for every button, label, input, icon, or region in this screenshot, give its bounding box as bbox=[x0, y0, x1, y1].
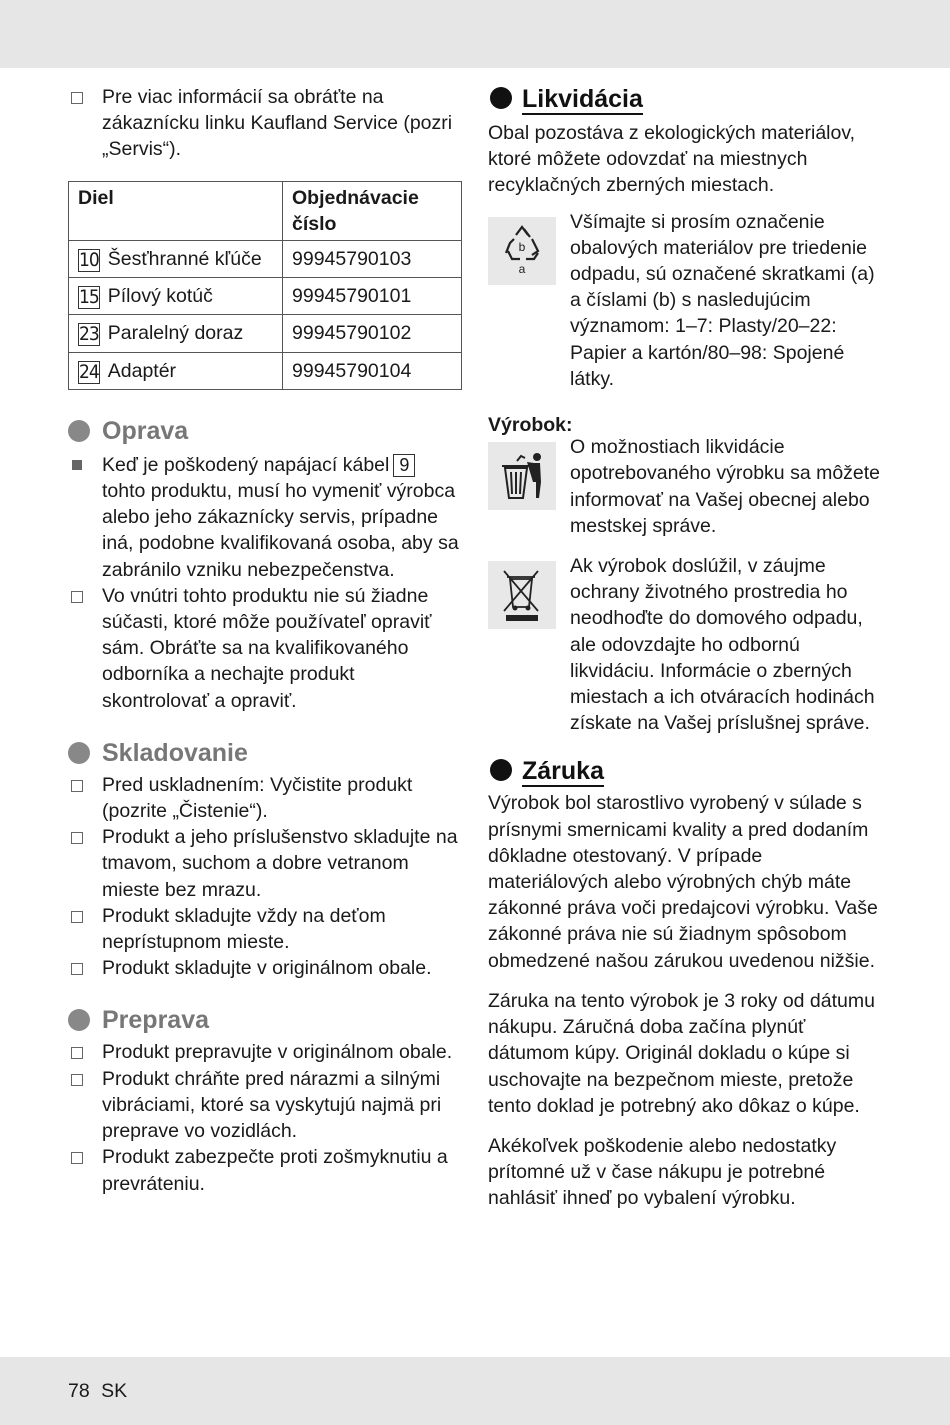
table-header-row bbox=[69, 181, 462, 240]
table-header-part: Diel bbox=[69, 181, 283, 240]
right-column bbox=[488, 84, 883, 1212]
header-band bbox=[0, 0, 950, 68]
order-number: 99945790103 bbox=[283, 241, 462, 278]
part-number-badge: 15 bbox=[79, 286, 99, 309]
list-item: Keď je poškodený napájací kábel 9 tohto produktu, musí ho vymeniť výrobca alebo jeho zákaznícky servis, prípadne iná, podobne kvalifikovaná osoba, aby sa zabránilo vzniku nebezpečenstva. bbox=[68, 452, 462, 583]
checkbox-bullet-icon bbox=[70, 1144, 84, 1173]
section-title-preprava: Preprava bbox=[68, 1005, 462, 1035]
section-title-zaruka: Záruka bbox=[488, 756, 883, 786]
list-item: Produkt skladujte v originálnom obale. bbox=[68, 955, 462, 981]
table-row bbox=[69, 315, 462, 352]
part-reference-badge: 9 bbox=[393, 454, 415, 477]
left-column bbox=[68, 84, 462, 1197]
recycling-info bbox=[488, 210, 883, 392]
section-title-skladovanie: Skladovanie bbox=[68, 738, 462, 768]
order-number: 99945790104 bbox=[283, 352, 462, 389]
checkbox-bullet-icon bbox=[70, 1066, 84, 1095]
part-name: Paralelný doraz bbox=[107, 322, 244, 345]
part-name: Adaptér bbox=[107, 359, 177, 382]
part-number-badge: 10 bbox=[79, 249, 99, 272]
recycling-icon bbox=[488, 217, 556, 285]
product-disposal-text: O možnostiach likvidácie opotrebovaného výrobku sa môžete informovať na Vašej obecnej alebo mestskej správe. bbox=[570, 436, 881, 537]
likvidacia-intro: Obal pozostáva z ekologických materiálov, ktoré môžete odovzdať na miestnych recyklačných zberných miestach. bbox=[488, 122, 856, 197]
vyrobok-label: Výrobok: bbox=[488, 414, 573, 437]
list-item: Produkt zabezpečte proti zošmyknutiu a prevráteniu. bbox=[68, 1144, 462, 1196]
list-item: Vo vnútri tohto produktu nie sú žiadne súčasti, ktoré môže používateľ opraviť sám. Obráťte sa na kvalifikovaného odborníka a nechajte produkt skontrolovať a opraviť. bbox=[68, 583, 462, 714]
checkbox-bullet-icon bbox=[70, 84, 84, 113]
list-item: Pred uskladnením: Vyčistite produkt (pozrite „Čistenie“). bbox=[68, 772, 462, 824]
table-header-order-number: Objednávacie číslo bbox=[283, 181, 462, 240]
footer-band bbox=[0, 1357, 950, 1425]
recycling-text: Všímajte si prosím označenie obalových materiálov pre triedenie odpadu, sú označené skratkami (a) a číslami (b) s nasledujúcim významom: 1–7: Plasty/20–22: Papier a kartón/80–98: Spojené látky. bbox=[570, 210, 875, 390]
order-number: 99945790101 bbox=[283, 278, 462, 315]
spare-parts-table bbox=[68, 181, 462, 390]
part-number-badge: 23 bbox=[79, 323, 99, 346]
part-name: Pílový kotúč bbox=[107, 285, 213, 308]
svg-text:a: a bbox=[518, 261, 526, 276]
section-dot-icon bbox=[68, 420, 90, 442]
checkbox-bullet-icon bbox=[70, 772, 84, 801]
product-disposal-info bbox=[488, 438, 883, 539]
page-footer bbox=[68, 1378, 127, 1404]
section-title-oprava: Oprava bbox=[68, 416, 462, 446]
weee-info bbox=[488, 557, 883, 736]
intro-bullet bbox=[68, 84, 462, 163]
table-row bbox=[69, 278, 462, 315]
list-item: Produkt skladujte vždy na deťom neprístupnom mieste. bbox=[68, 903, 462, 955]
order-number: 99945790102 bbox=[283, 315, 462, 352]
checkbox-bullet-icon bbox=[70, 955, 84, 984]
trash-bin-person-icon bbox=[488, 442, 556, 510]
page-number: 78 bbox=[68, 1380, 90, 1402]
list-item: Produkt prepravujte v originálnom obale. bbox=[68, 1039, 462, 1065]
crossed-out-bin-icon bbox=[488, 561, 556, 629]
section-dot-icon bbox=[490, 87, 512, 109]
checkbox-bullet-icon bbox=[70, 903, 84, 932]
checkbox-bullet-icon bbox=[70, 583, 84, 612]
warranty-paragraph-1: Výrobok bol starostlivo vyrobený v súlade s prísnymi smernicami kvality a pred dodaním dôkladne otestovaný. V prípade materiálových alebo výrobných chýb máte zákonné práva voči predajcovi výrobku. Vaše zákonné práva nie sú žiadnym spôsobom obmedzené našou zárukou uvedenou nižšie. bbox=[488, 792, 878, 972]
part-number-badge: 24 bbox=[79, 360, 99, 383]
weee-text: Ak výrobok doslúžil, v záujme ochrany životného prostredia ho neodhoďte do domového odpadu, ale odovzdajte ho odbornú likvidáciu. Informácie o zberných miestach a ich otváracích hodinách získate na Vašej príslušnej správe. bbox=[570, 555, 875, 735]
list-item: Produkt chráňte pred nárazmi a silnými vibráciami, ktoré sa vyskytujú najmä pri preprave vo vozidlách. bbox=[68, 1066, 462, 1145]
checkbox-bullet-icon bbox=[70, 824, 84, 853]
section-dot-icon bbox=[68, 1009, 90, 1031]
section-dot-icon bbox=[68, 742, 90, 764]
list-item: Produkt a jeho príslušenstvo skladujte na tmavom, suchom a dobre vetranom mieste bez mrazu. bbox=[68, 824, 462, 903]
svg-text:b: b bbox=[518, 239, 526, 254]
warranty-paragraph-3: Akékoľvek poškodenie alebo nedostatky prítomné už v čase nákupu je potrebné nahlásiť ihneď po vybalení výrobku. bbox=[488, 1134, 837, 1210]
language-code: SK bbox=[101, 1380, 128, 1402]
table-row bbox=[69, 352, 462, 389]
checkbox-bullet-icon bbox=[70, 1039, 84, 1068]
section-dot-icon bbox=[490, 759, 512, 781]
table-row bbox=[69, 241, 462, 278]
part-name: Šesťhranné kľúče bbox=[107, 248, 262, 271]
intro-bullet-text: Pre viac informácií sa obráťte na zákaznícku linku Kaufland Service (pozri „Servis“). bbox=[102, 86, 453, 161]
filled-square-bullet-icon bbox=[70, 452, 84, 479]
section-title-likvidacia: Likvidácia bbox=[488, 84, 883, 114]
warranty-paragraph-2: Záruka na tento výrobok je 3 roky od dátumu nákupu. Záručná doba začína plynúť dátumom kúpy. Originál dokladu o kúpe si uschovajte na bezpečnom mieste, pretože tento doklad je potrebný ako dôkaz o kúpe. bbox=[488, 989, 875, 1117]
